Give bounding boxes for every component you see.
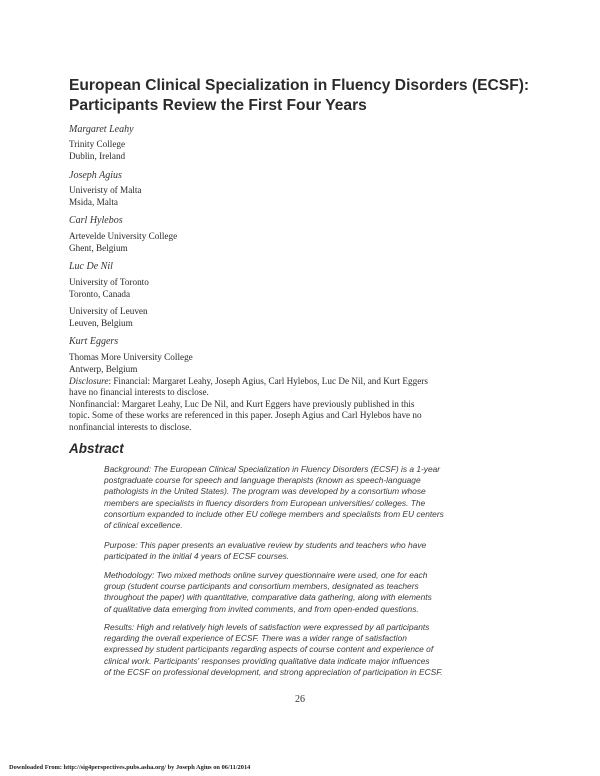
affiliation-line: Ghent, Belgium — [69, 242, 128, 253]
author-name: Margaret Leahy — [69, 124, 134, 135]
disclosure-line: topic. Some of these works are referenced in this paper. Joseph Agius and Carl Hylebos have no — [69, 410, 422, 421]
disclosure-line: nonfinancial interests to disclose. — [69, 421, 192, 432]
author-affiliation — [69, 352, 193, 375]
affiliation-line: Trinity College — [69, 139, 126, 149]
affiliation-line: Dublin, Ireland — [69, 150, 126, 161]
abstract-line: consortium expanded to include other EU college members and specialists from EU centers — [104, 508, 444, 519]
abstract-methodology — [104, 570, 544, 615]
abstract-line: members are specialists in fluency disorders from European universities/ colleges. The — [104, 497, 426, 508]
abstract-line: participated in the initial 4 years of ECSF courses. — [104, 551, 290, 562]
abstract-line: Purpose: This paper presents an evaluative review by students and teachers who have — [104, 540, 427, 550]
author-affiliation — [69, 277, 149, 300]
abstract-line: expressed by student participants regarding aspects of course content and experience of — [104, 644, 434, 655]
disclosure-statement — [69, 376, 539, 433]
abstract-line: postgraduate course for speech and language therapists (known as speech-language — [104, 475, 421, 486]
author-affiliation — [69, 185, 141, 208]
disclosure-line: have no financial interests to disclose. — [69, 387, 209, 398]
affiliation-line: Leuven, Belgium — [69, 317, 133, 328]
affiliation-line: University of Leuven — [69, 306, 148, 316]
affiliation-line: Thomas More University College — [69, 352, 193, 362]
abstract-line: throughout the paper) with quantitative, comparative data gathering, along with elements — [104, 592, 432, 603]
abstract-line: Background: The European Clinical Specialization in Fluency Disorders (ECSF) is a 1-year — [104, 464, 441, 474]
affiliation-line: Artevelde University College — [69, 231, 178, 241]
abstract-line: regarding the overall experience of ECSF. There was a wider range of satisfaction — [104, 633, 407, 644]
abstract-line: Results: High and relatively high levels of satisfaction were expressed by all participants — [104, 622, 430, 632]
abstract-results — [104, 622, 544, 678]
author-name: Kurt Eggers — [69, 336, 119, 347]
affiliation-line: Univeristy of Malta — [69, 185, 142, 195]
disclosure-line — [69, 376, 539, 387]
abstract-line: of the ECSF on professional development, and strong appreciation of participation in ECSF. — [104, 666, 443, 677]
affiliation-line: Antwerp, Belgium — [69, 363, 138, 374]
disclosure-line: Nonfinancial: Margaret Leahy, Luc De Nil, and Kurt Eggers have previously published in this — [69, 398, 415, 409]
affiliation-line: Toronto, Canada — [69, 288, 131, 299]
abstract-background — [104, 464, 544, 531]
download-footer: Downloaded From: http://sig4perspectives.pubs.asha.org/ by Joseph Agius on 06/11/2014 — [9, 764, 251, 771]
author-name: Joseph Agius — [69, 170, 122, 181]
author-affiliation-secondary — [69, 306, 148, 329]
affiliation-line: Msida, Malta — [69, 196, 118, 207]
author-affiliation — [69, 139, 125, 162]
disclosure-label: Disclosure — [69, 376, 109, 386]
abstract-line: of qualitative data emerging from invited comments, and from open-ended questions. — [104, 603, 419, 614]
abstract-line: pathologists in the United States). The program was developed by a consortium whose — [104, 486, 426, 497]
affiliation-line: University of Toronto — [69, 277, 149, 287]
abstract-heading: Abstract — [69, 441, 124, 456]
author-affiliation — [69, 231, 177, 254]
abstract-line: clinical work. Participants' responses providing qualitative data indicate major influences — [104, 655, 430, 666]
abstract-line: group (student course participants and consortium members, designated as teachers — [104, 581, 419, 592]
disclosure-text: : Financial: Margaret Leahy, Joseph Agius, Carl Hylebos, Luc De Nil, and Kurt Eggers — [108, 376, 428, 386]
page-number: 26 — [295, 694, 305, 705]
title-line-1: European Clinical Specialization in Fluency Disorders (ECSF): — [69, 77, 530, 94]
abstract-line: Methodology: Two mixed methods online survey questionnaire were used, one for each — [104, 570, 428, 580]
abstract-line: of clinical excellence. — [104, 520, 183, 531]
title-line-2: Participants Review the First Four Years — [69, 96, 367, 114]
author-name: Luc De Nil — [69, 261, 113, 272]
paper-title — [69, 76, 549, 115]
abstract-purpose — [104, 540, 544, 562]
author-name: Carl Hylebos — [69, 215, 123, 226]
